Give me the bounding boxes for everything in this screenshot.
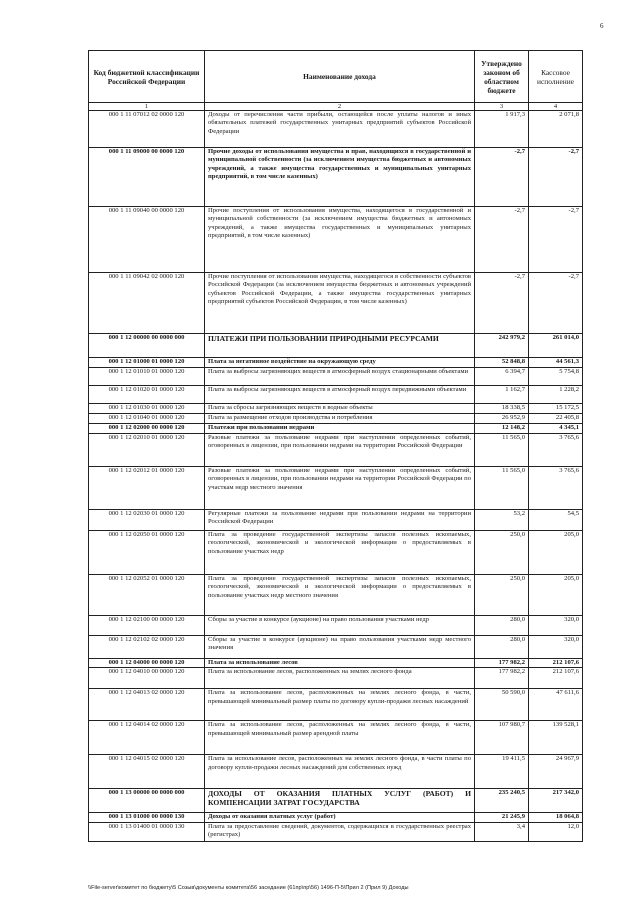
row-executed: 2 071,8: [529, 111, 583, 148]
row-executed: 44 561,3: [529, 358, 583, 368]
row-name: Регулярные платежи за пользование недрами при пользовании недрами на территории Российской Федерации: [205, 510, 475, 531]
row-approved: -2,7: [475, 207, 529, 273]
row-name: Платежи при пользовании недрами: [205, 424, 475, 434]
row-code: 000 1 12 02050 01 0000 120: [89, 531, 205, 575]
row-approved: -2,7: [475, 148, 529, 207]
row-approved: 177 982,2: [475, 659, 529, 668]
row-approved: 18 338,5: [475, 404, 529, 414]
table-row: [89, 148, 583, 207]
row-code: 000 1 12 04014 02 0000 120: [89, 721, 205, 755]
row-executed: 5 754,8: [529, 368, 583, 386]
row-name: ДОХОДЫ ОТ ОКАЗАНИЯ ПЛАТНЫХ УСЛУГ (РАБОТ) И КОМПЕНСАЦИИ ЗАТРАТ ГОСУДАРСТВА: [205, 789, 475, 813]
row-executed: -2,7: [529, 148, 583, 207]
row-approved: 250,0: [475, 575, 529, 616]
table-row: [89, 368, 583, 386]
row-code: 000 1 11 09000 00 0000 120: [89, 148, 205, 207]
row-code: 000 1 12 04000 00 0000 120: [89, 659, 205, 668]
table-row: [89, 531, 583, 575]
row-name: ПЛАТЕЖИ ПРИ ПОЛЬЗОВАНИИ ПРИРОДНЫМИ РЕСУРСАМИ: [205, 334, 475, 358]
table-row: [89, 273, 583, 334]
table-row: [89, 755, 583, 789]
row-name: Плата за проведение государственной экспертизы запасов полезных ископаемых, геологической, экономической и экологической информации о предоставляемых в пользование участках недр местного значения: [205, 575, 475, 616]
row-executed: 205,0: [529, 531, 583, 575]
row-approved: 177 982,2: [475, 668, 529, 689]
row-approved: -2,7: [475, 273, 529, 334]
page-number: 6: [600, 22, 604, 30]
row-code: 000 1 11 07012 02 0000 120: [89, 111, 205, 148]
table-row: [89, 424, 583, 434]
row-approved: 52 848,8: [475, 358, 529, 368]
row-name: Разовые платежи за пользование недрами при наступлении определенных событий, оговоренных в лицензии, при пользовании недрами на территории Российской Федерации: [205, 434, 475, 467]
row-code: 000 1 12 00000 00 0000 000: [89, 334, 205, 358]
row-executed: 212 107,6: [529, 668, 583, 689]
row-name: Сборы за участие в конкурсе (аукционе) на право пользования участками недр местного значения: [205, 636, 475, 659]
row-code: 000 1 12 01010 01 0000 120: [89, 368, 205, 386]
row-approved: 6 394,7: [475, 368, 529, 386]
row-code: 000 1 12 02030 01 0000 120: [89, 510, 205, 531]
row-executed: 3 765,6: [529, 434, 583, 467]
row-approved: 50 590,0: [475, 689, 529, 721]
row-executed: 4 345,1: [529, 424, 583, 434]
row-code: 000 1 12 01000 01 0000 120: [89, 358, 205, 368]
row-code: 000 1 13 01400 01 0000 130: [89, 822, 205, 841]
table-row: [89, 207, 583, 273]
row-code: 000 1 12 02012 01 0000 120: [89, 467, 205, 510]
table-row: [89, 434, 583, 467]
table-row: [89, 659, 583, 668]
row-name: Плата за предоставление сведений, документов, содержащихся в государственных реестрах (регистрах): [205, 822, 475, 841]
revenue-table: [88, 50, 583, 842]
row-executed: 3 765,6: [529, 467, 583, 510]
row-code: 000 1 12 01040 01 0000 120: [89, 414, 205, 424]
row-code: 000 1 11 09042 02 0000 120: [89, 273, 205, 334]
row-executed: 261 014,0: [529, 334, 583, 358]
column-index: 2: [205, 103, 475, 111]
row-executed: 18 064,8: [529, 813, 583, 822]
row-name: Плата за использование лесов, расположенных на землях лесного фонда: [205, 668, 475, 689]
table-row: [89, 822, 583, 841]
row-approved: 26 952,9: [475, 414, 529, 424]
row-code: 000 1 12 02010 01 0000 120: [89, 434, 205, 467]
table-row: [89, 575, 583, 616]
row-code: 000 1 12 01020 01 0000 120: [89, 386, 205, 404]
row-code: 000 1 11 09040 00 0000 120: [89, 207, 205, 273]
table-row: [89, 404, 583, 414]
row-executed: 212 107,6: [529, 659, 583, 668]
table-row: [89, 111, 583, 148]
table-row: [89, 358, 583, 368]
row-executed: 24 967,9: [529, 755, 583, 789]
row-approved: 1 917,3: [475, 111, 529, 148]
header-executed: Кассовое исполнение: [529, 51, 583, 103]
row-name: Плата за выбросы загрязняющих веществ в атмосферный воздух передвижными объектами: [205, 386, 475, 404]
row-approved: 21 245,9: [475, 813, 529, 822]
header-name: Наименование дохода: [205, 51, 475, 103]
row-name: Плата за использование лесов, расположенных на землях лесного фонда, в части платы по договору купли-продажи лесных насаждений для собственных нужд: [205, 755, 475, 789]
table-row: [89, 721, 583, 755]
row-approved: 3,4: [475, 822, 529, 841]
row-approved: 250,0: [475, 531, 529, 575]
row-executed: 320,0: [529, 636, 583, 659]
row-name: Плата за сбросы загрязняющих веществ в водные объекты: [205, 404, 475, 414]
row-approved: 11 565,0: [475, 467, 529, 510]
row-name: Доходы от оказания платных услуг (работ): [205, 813, 475, 822]
row-approved: 280,0: [475, 636, 529, 659]
row-executed: 22 405,8: [529, 414, 583, 424]
row-code: 000 1 12 02052 01 0000 120: [89, 575, 205, 616]
table-row: [89, 616, 583, 636]
table-row: [89, 813, 583, 822]
column-index: 3: [475, 103, 529, 111]
row-name: Прочие доходы от использования имущества и прав, находящихся в государственной и муниципальной собственности (за исключением имущества бюджетных и автономных учреждений, а также имущества государственных и муниципальных унитарных предприятий, в том числе казенных): [205, 148, 475, 207]
table-row: [89, 668, 583, 689]
table-row: [89, 510, 583, 531]
row-name: Доходы от перечисления части прибыли, остающейся после уплаты налогов и иных обязательных платежей государственных унитарных предприятий субъектов Российской Федерации: [205, 111, 475, 148]
row-name: Плата за проведение государственной экспертизы запасов полезных ископаемых, геологической, экономической и экологической информации о предоставляемых в пользование участках недр: [205, 531, 475, 575]
row-name: Сборы за участие в конкурсе (аукционе) на право пользования участками недр: [205, 616, 475, 636]
row-executed: 54,5: [529, 510, 583, 531]
header-code: Код бюджетной классификации Российской Федерации: [89, 51, 205, 103]
row-approved: 107 980,7: [475, 721, 529, 755]
row-approved: 11 565,0: [475, 434, 529, 467]
table-row: [89, 386, 583, 404]
row-name: Плата за использование лесов: [205, 659, 475, 668]
column-index: 4: [529, 103, 583, 111]
row-name: Плата за негативное воздействие на окружающую среду: [205, 358, 475, 368]
row-approved: 19 411,5: [475, 755, 529, 789]
row-executed: 15 172,5: [529, 404, 583, 414]
row-code: 000 1 12 04010 00 0000 120: [89, 668, 205, 689]
table-row: [89, 636, 583, 659]
header-approved: Утверждено законом об областном бюджете: [475, 51, 529, 103]
row-code: 000 1 12 01030 01 0000 120: [89, 404, 205, 414]
row-name: Плата за использование лесов, расположенных на землях лесного фонда, в части, превышающей минимальный размер платы по договору купли-продажи лесных насаждений: [205, 689, 475, 721]
file-path-footer: \\File-server\комитет по бюджету\5 Созыв\документы комитета\56 заседание (61пр\пр\56) 1496-П-5\Прил 2 (Прил 9) Доходы: [88, 885, 409, 891]
row-approved: 12 148,2: [475, 424, 529, 434]
row-code: 000 1 12 02000 00 0000 120: [89, 424, 205, 434]
column-index: 1: [89, 103, 205, 111]
row-name: Прочие поступления от использования имущества, находящегося в государственной и муниципальной собственности (за исключением имущества бюджетных и автономных учреждений, а также имущества государственных и муниципальных унитарных предприятий, в том числе казенных): [205, 207, 475, 273]
row-code: 000 1 12 04015 02 0000 120: [89, 755, 205, 789]
table-row: [89, 467, 583, 510]
row-executed: 12,0: [529, 822, 583, 841]
row-executed: 320,0: [529, 616, 583, 636]
row-name: Плата за размещение отходов производства и потребления: [205, 414, 475, 424]
row-code: 000 1 13 01000 00 0000 130: [89, 813, 205, 822]
row-code: 000 1 12 04013 02 0000 120: [89, 689, 205, 721]
table-row: [89, 789, 583, 813]
row-code: 000 1 12 02102 02 0000 120: [89, 636, 205, 659]
row-executed: 1 228,2: [529, 386, 583, 404]
row-executed: 205,0: [529, 575, 583, 616]
row-executed: 139 528,1: [529, 721, 583, 755]
row-name: Плата за выбросы загрязняющих веществ в атмосферный воздух стационарными объектами: [205, 368, 475, 386]
row-approved: 1 162,7: [475, 386, 529, 404]
row-executed: -2,7: [529, 273, 583, 334]
row-executed: -2,7: [529, 207, 583, 273]
row-approved: 53,2: [475, 510, 529, 531]
row-code: 000 1 13 00000 00 0000 000: [89, 789, 205, 813]
table-row: [89, 689, 583, 721]
row-executed: 217 342,0: [529, 789, 583, 813]
row-code: 000 1 12 02100 00 0000 120: [89, 616, 205, 636]
row-approved: 280,0: [475, 616, 529, 636]
row-name: Плата за использование лесов, расположенных на землях лесного фонда, в части, превышающей минимальный размер арендной платы: [205, 721, 475, 755]
table-row: [89, 414, 583, 424]
row-name: Прочие поступления от использования имущества, находящегося в собственности субъектов Российской Федерации (за исключением имущества бюджетных и автономных учреждений субъектов Российской Федерации, а также имущества государственных унитарных предприятий субъектов Российской Федерации, в том числе казенных): [205, 273, 475, 334]
table-row: [89, 334, 583, 358]
row-approved: 242 979,2: [475, 334, 529, 358]
row-approved: 235 240,5: [475, 789, 529, 813]
row-name: Разовые платежи за пользование недрами при наступлении определенных событий, оговоренных в лицензии, при пользовании недрами на территории Российской Федерации по участкам недр местного значения: [205, 467, 475, 510]
row-executed: 47 611,6: [529, 689, 583, 721]
